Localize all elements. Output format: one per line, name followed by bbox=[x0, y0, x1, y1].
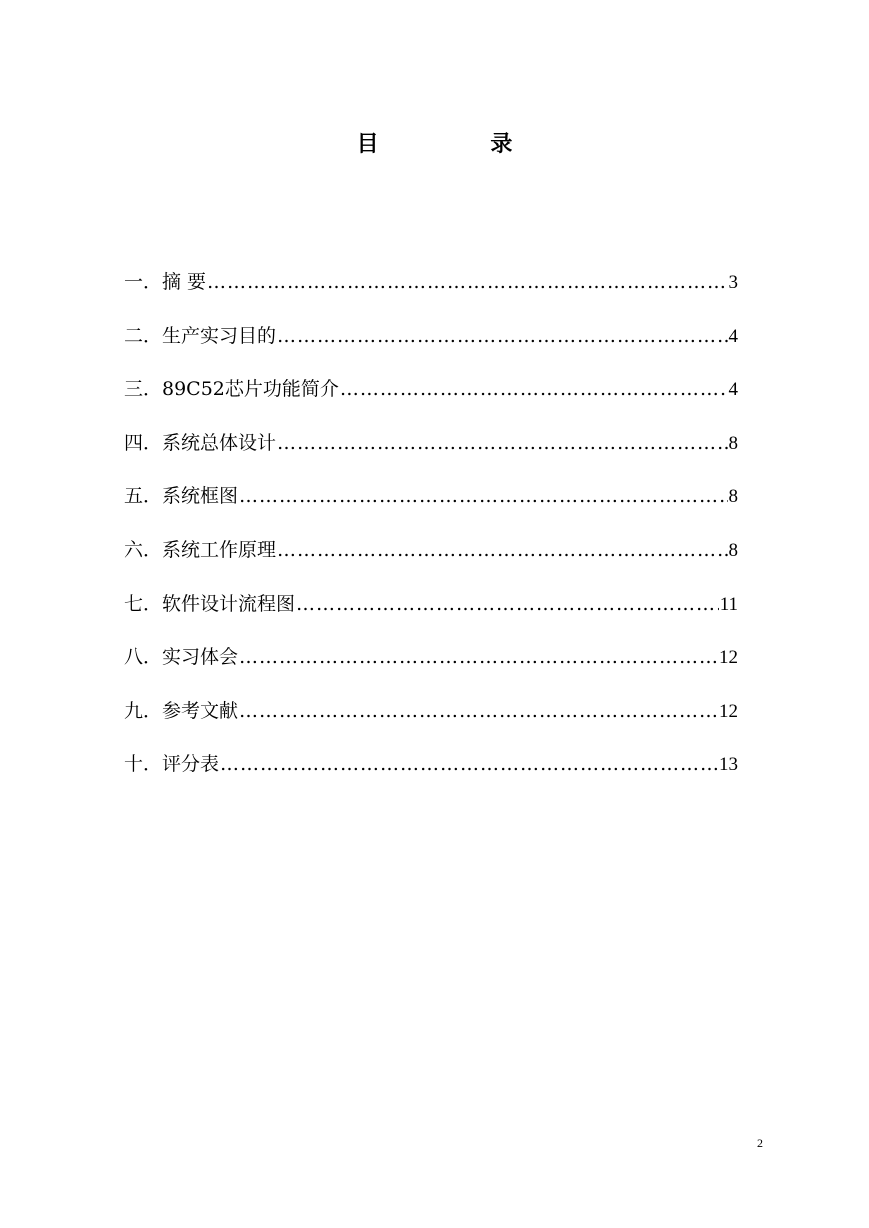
toc-entry-page: 3 bbox=[728, 272, 738, 293]
toc-entry-page: 11 bbox=[719, 593, 738, 615]
toc-leader-dots bbox=[340, 374, 728, 404]
toc-leader-dots bbox=[239, 642, 718, 672]
toc-entry-page: 8 bbox=[728, 486, 738, 508]
page-number: 2 bbox=[757, 1136, 763, 1150]
toc-leader-dots bbox=[239, 481, 727, 511]
toc-entry-page: 4 bbox=[728, 325, 738, 347]
toc-entry-label: 七．软件设计流程图 bbox=[124, 592, 296, 615]
toc-leader-dots bbox=[296, 589, 719, 619]
toc-entry-label: 四．系统总体设计 bbox=[124, 431, 277, 454]
toc-entry-references[interactable] bbox=[124, 696, 738, 750]
toc-entry-page: 4 bbox=[728, 379, 738, 401]
toc-entry-label: 六．系统工作原理 bbox=[124, 538, 277, 561]
toc-entry-label: 二．生产实习目的 bbox=[124, 324, 277, 347]
toc-entry-overall-design[interactable] bbox=[124, 428, 738, 482]
toc-entry-label: 十．评分表 bbox=[124, 753, 220, 776]
toc-entry-purpose[interactable] bbox=[124, 321, 738, 375]
toc-entry-label: 八．实习体会 bbox=[124, 646, 239, 669]
toc-entry-page: 12 bbox=[719, 700, 738, 722]
toc-entry-block-diagram[interactable] bbox=[124, 481, 738, 535]
page-title: 目 录 bbox=[356, 132, 565, 157]
toc-entry-label: 一．摘 要 bbox=[124, 271, 207, 293]
toc-entry-page: 8 bbox=[728, 539, 738, 561]
toc-leader-dots bbox=[220, 749, 718, 779]
toc-leader-dots bbox=[277, 535, 727, 565]
toc-leader-dots bbox=[277, 321, 727, 351]
toc-entry-abstract[interactable] bbox=[124, 267, 738, 321]
toc-entry-experience[interactable] bbox=[124, 642, 738, 696]
table-of-contents bbox=[124, 267, 738, 803]
toc-leader-dots bbox=[207, 267, 727, 297]
toc-entry-label: 九．参考文献 bbox=[124, 699, 239, 722]
toc-entry-page: 13 bbox=[719, 754, 738, 776]
toc-entry-label: 三．89C52芯片功能简介 bbox=[124, 378, 339, 401]
toc-entry-working-principle[interactable] bbox=[124, 535, 738, 589]
toc-entry-label: 五．系统框图 bbox=[124, 485, 239, 508]
toc-entry-chip-intro[interactable] bbox=[124, 374, 738, 428]
toc-leader-dots bbox=[239, 696, 718, 726]
toc-entry-page: 12 bbox=[719, 647, 738, 669]
toc-entry-software-flowchart[interactable] bbox=[124, 589, 738, 643]
toc-entry-page: 8 bbox=[728, 432, 738, 454]
toc-entry-scoring-table[interactable] bbox=[124, 749, 738, 803]
toc-leader-dots bbox=[277, 428, 727, 458]
